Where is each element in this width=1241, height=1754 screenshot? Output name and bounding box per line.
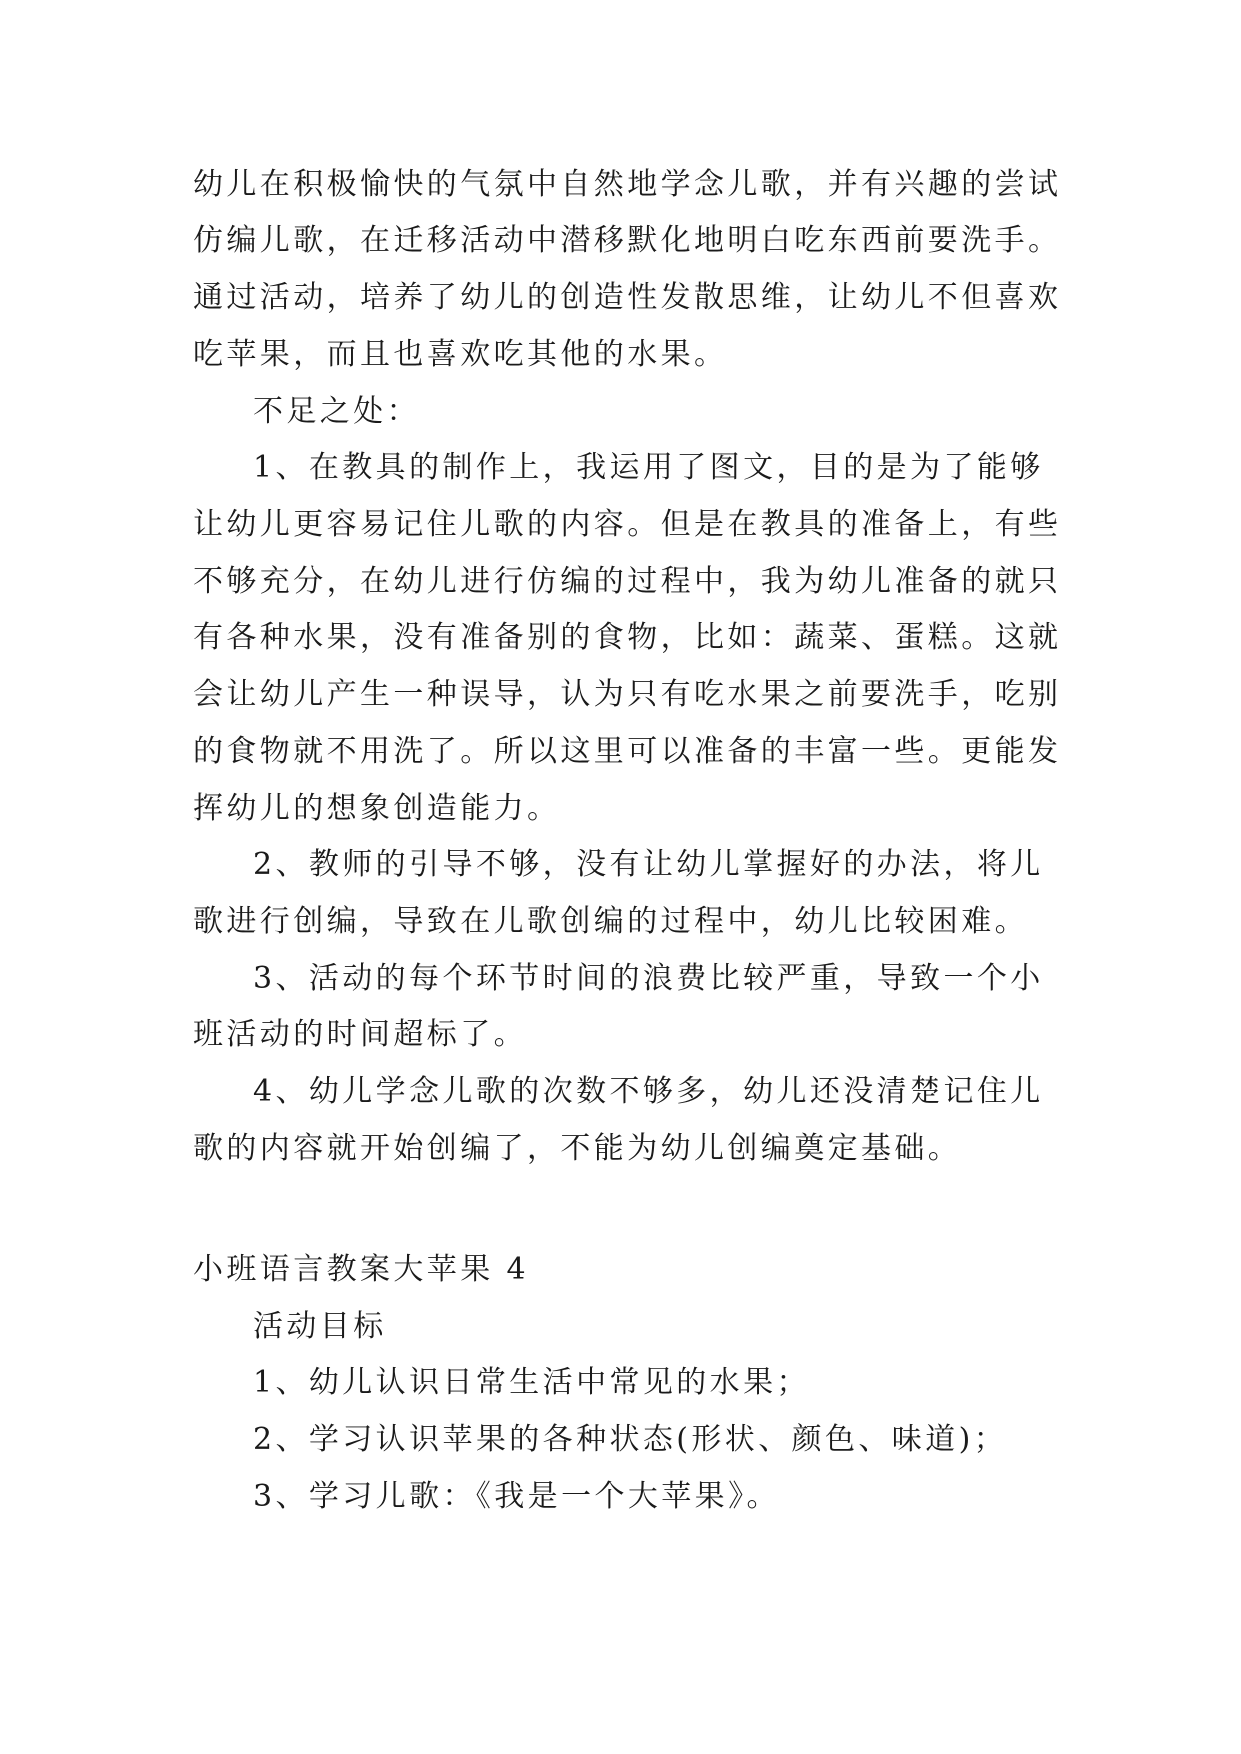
paragraph-line: 3、活动的每个环节时间的浪费比较严重，导致一个小 [253,961,1044,996]
paragraph-line: 1、在教具的制作上，我运用了图文，目的是为了能够 [253,450,1044,485]
paragraph-line: 2、教师的引导不够，没有让幼儿掌握好的办法，将儿 [253,847,1044,882]
paragraph-line: 班活动的时间超标了。 [193,1017,527,1052]
paragraph-line: 让幼儿更容易记住儿歌的内容。但是在教具的准备上，有些 [193,507,1062,542]
paragraph-line: 仿编儿歌，在迁移活动中潜移默化地明白吃东西前要洗手。 [193,223,1062,258]
lesson-title: 小班语言教案大苹果 4 [193,1252,530,1287]
list-item: 1、幼儿认识日常生活中常见的水果； [253,1365,810,1400]
section-heading: 活动目标 [253,1309,387,1344]
paragraph-line: 不够充分，在幼儿进行仿编的过程中，我为幼儿准备的就只 [193,564,1062,599]
paragraph-line: 的食物就不用洗了。所以这里可以准备的丰富一些。更能发 [193,734,1062,769]
paragraph-line: 歌进行创编，导致在儿歌创编的过程中，幼儿比较困难。 [193,904,1028,939]
paragraph-line: 会让幼儿产生一种误导，认为只有吃水果之前要洗手，吃别 [193,677,1062,712]
paragraph-line: 通过活动，培养了幼儿的创造性发散思维，让幼儿不但喜欢 [193,280,1062,315]
paragraph-line: 有各种水果，没有准备别的食物，比如：蔬菜、蛋糕。这就 [193,620,1062,655]
paragraph-line: 挥幼儿的想象创造能力。 [193,791,561,826]
paragraph-line: 吃苹果，而且也喜欢吃其他的水果。 [193,337,728,372]
paragraph-line: 歌的内容就开始创编了，不能为幼儿创编奠定基础。 [193,1131,962,1166]
section-heading: 不足之处： [253,394,420,429]
list-item: 3、学习儿歌：《我是一个大苹果》。 [253,1479,780,1514]
paragraph-line: 4、幼儿学念儿歌的次数不够多，幼儿还没清楚记住儿 [253,1074,1044,1109]
paragraph-line: 幼儿在积极愉快的气氛中自然地学念儿歌，并有兴趣的尝试 [193,167,1062,202]
list-item: 2、学习认识苹果的各种状态(形状、颜色、味道)； [253,1422,1008,1457]
